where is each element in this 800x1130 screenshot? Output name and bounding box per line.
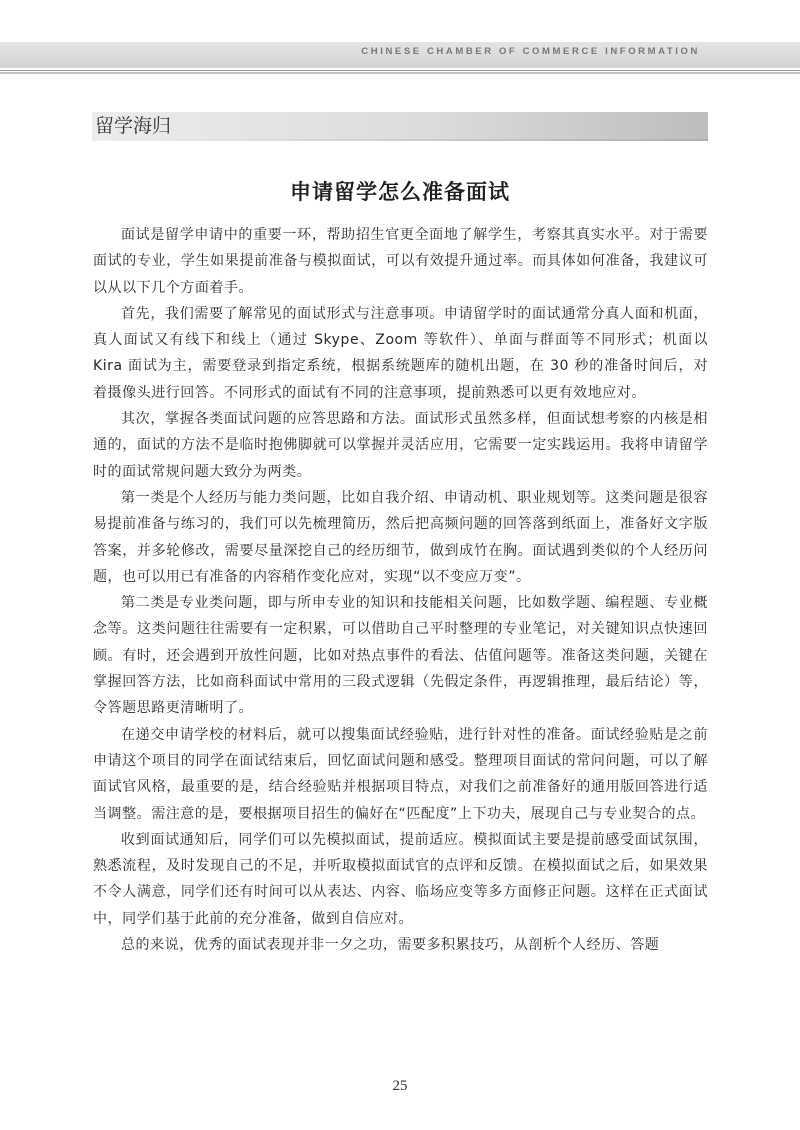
paragraph: 在递交申请学校的材料后，就可以搜集面试经验贴，进行针对性的准备。面试经验贴是之前申请这个项目的同学在面试结束后，回忆面试问题和感受。整理项目面试的常问问题，可以了解面试官风格，最重要的是，结合经验贴并根据项目特点，对我们之前准备好的通用版回答进行适当调整。需注意的是，要根据项目招生的偏好在“匹配度”上下功夫，展现自己与专业契合的点。 (93, 726, 708, 822)
paragraph: 总的来说，优秀的面试表现并非一夕之功，需要多积累技巧，从剖析个人经历、答题 (121, 937, 660, 954)
running-header-title: CHINESE CHAMBER OF COMMERCE INFORMATION (361, 46, 700, 57)
paragraph: 面试是留学申请中的重要一环，帮助招生官更全面地了解学生，考察其真实水平。对于需要面试的专业，学生如果提前准备与模拟面试，可以有效提升通过率。而具体如何准备，我建议可以从以下几个方面着手。 (93, 227, 708, 296)
article-body (93, 222, 708, 958)
header-divider (0, 70, 800, 71)
paragraph: 收到面试通知后，同学们可以先模拟面试，提前适应。模拟面试主要是提前感受面试氛围，熟悉流程，及时发现自己的不足，并听取模拟面试官的点评和反馈。在模拟面试之后，如果效果不令人满意，同学们还有时间可以从表达、内容、临场应变等多方面修正问题。这样在正式面试中，同学们基于此前的充分准备，做到自信应对。 (93, 831, 708, 927)
section-label: 留学海归 (95, 115, 172, 137)
article-title: 申请留学怎么准备面试 (290, 180, 510, 204)
paragraph: 第一类是个人经历与能力类问题，比如自我介绍、申请动机、职业规划等。这类问题是很容易提前准备与练习的，我们可以先梳理简历，然后把高频问题的回答落到纸面上，准备好文字版答案，并多轮修改，需要尽量深挖自己的经历细节，做到成竹在胸。面试遇到类似的个人经历问题，也可以用已有准备的内容稍作变化应对，实现“以不变应万变”。 (93, 489, 708, 585)
header-divider-secondary (0, 72, 800, 74)
paragraph: 其次，掌握各类面试问题的应答思路和方法。面试形式虽然多样，但面试想考察的内核是相通的，面试的方法不是临时抱佛脚就可以掌握并灵活应用，它需要一定实践运用。我将申请留学时的面试常规问题大致分为两类。 (93, 411, 708, 480)
paragraph: 首先，我们需要了解常见的面试形式与注意事项。申请留学时的面试通常分真人面和机面，真人面试又有线下和线上（通过 Skype、Zoom 等软件）、单面与群面等不同形式；机面以 Kira 面试为主，需要登录到指定系统，根据系统题库的随机出题，在 30 秒的准备时间后，对着摄像头进行回答。不同形式的面试有不同的注意事项，提前熟悉可以更有效地应对。 (93, 305, 708, 401)
paragraph: 第二类是专业类问题，即与所申专业的知识和技能相关问题，比如数学题、编程题、专业概念等。这类问题往往需要有一定积累，可以借助自己平时整理的专业笔记，对关键知识点快速回顾。有时，还会遇到开放性问题，比如对热点事件的看法、估值问题等。准备这类问题，关键在掌握回答方法，比如商科面试中常用的三段式逻辑（先假定条件，再逻辑推理，最后结论）等，令答题思路更清晰明了。 (93, 595, 708, 717)
page-number: 25 (392, 1078, 408, 1094)
section-label-band (92, 112, 708, 139)
